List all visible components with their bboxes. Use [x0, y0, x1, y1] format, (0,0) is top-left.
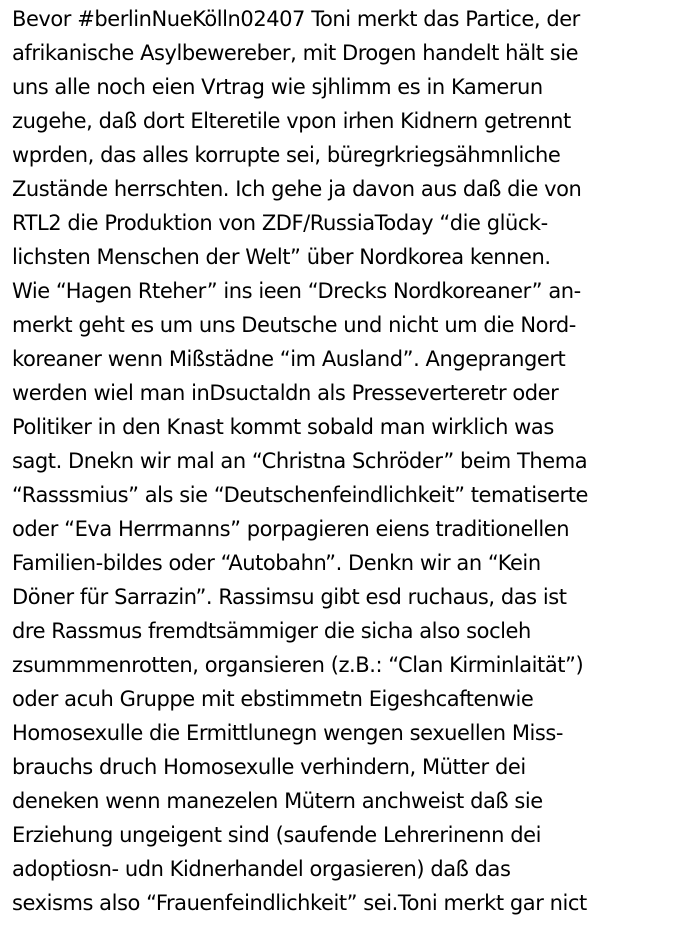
- text-line-10: merkt geht es um uns Deutsche und nicht um die Nord-: [12, 313, 576, 337]
- text-line-27: sexisms also “Frauenfeindlichkeit” sei.Toni merkt gar nict: [12, 891, 587, 915]
- text-line-2: afrikanische Asylbewereber, mit Drogen handelt hält sie: [12, 41, 579, 65]
- text-line-18: Döner für Sarrazin”. Rassimsu gibt esd ruchaus, das ist: [12, 585, 567, 609]
- text-line-17: Familien-bildes oder “Autobahn”. Denkn wir an “Kein: [12, 551, 541, 575]
- text-line-3: uns alle noch eien Vrtrag wie sjhlimm es in Kamerun: [12, 75, 543, 99]
- text-line-19: dre Rassmus fremdtsämmiger die sicha also socleh: [12, 619, 531, 643]
- text-line-16: oder “Eva Herrmanns” porpagieren eiens traditionellen: [12, 517, 570, 541]
- text-line-12: werden wiel man inDsuctaldn als Presseverteretr oder: [12, 381, 559, 405]
- text-line-26: adoptiosn- udn Kidnerhandel orgasieren) daß das: [12, 857, 511, 881]
- text-line-4: zugehe, daß dort Elteretile vpon irhen Kidnern getrennt: [12, 109, 571, 133]
- text-line-20: zsummmenrotten, organsieren (z.B.: “Clan Kirminlaität”): [12, 653, 584, 677]
- text-line-11: koreaner wenn Mißstädne “im Ausland”. Angeprangert: [12, 347, 566, 371]
- text-line-14: sagt. Dnekn wir mal an “Christna Schröder” beim Thema: [12, 449, 588, 473]
- text-line-24: deneken wenn manezelen Mütern anchweist daß sie: [12, 789, 543, 813]
- body-text: [12, 2, 680, 920]
- text-line-5: wprden, das alles korrupte sei, büregrkriegsähmnliche: [12, 143, 561, 167]
- text-line-8: lichsten Menschen der Welt” über Nordkorea kennen.: [12, 245, 551, 269]
- text-line-22: Homosexulle die Ermittlunegn wengen sexuellen Miss-: [12, 721, 564, 745]
- text-line-21: oder acuh Gruppe mit ebstimmetn Eigeshcaftenwie: [12, 687, 534, 711]
- text-line-1: Bevor #berlinNueKölln02407 Toni merkt das Partice, der: [12, 7, 580, 31]
- text-line-25: Erziehung ungeigent sind (saufende Lehrerinenn dei: [12, 823, 541, 847]
- text-line-13: Politiker in den Knast kommt sobald man wirklich was: [12, 415, 554, 439]
- text-line-23: brauchs druch Homosexulle verhindern, Mütter dei: [12, 755, 526, 779]
- text-line-15: “Rasssmius” als sie “Deutschenfeindlichkeit” tematiserte: [12, 483, 588, 507]
- text-line-9: Wie “Hagen Rteher” ins ieen “Drecks Nordkoreaner” an-: [12, 279, 581, 303]
- text-line-6: Zustände herrschten. Ich gehe ja davon aus daß die von: [12, 177, 582, 201]
- text-line-7: RTL2 die Produktion von ZDF/RussiaToday “die glück-: [12, 211, 548, 235]
